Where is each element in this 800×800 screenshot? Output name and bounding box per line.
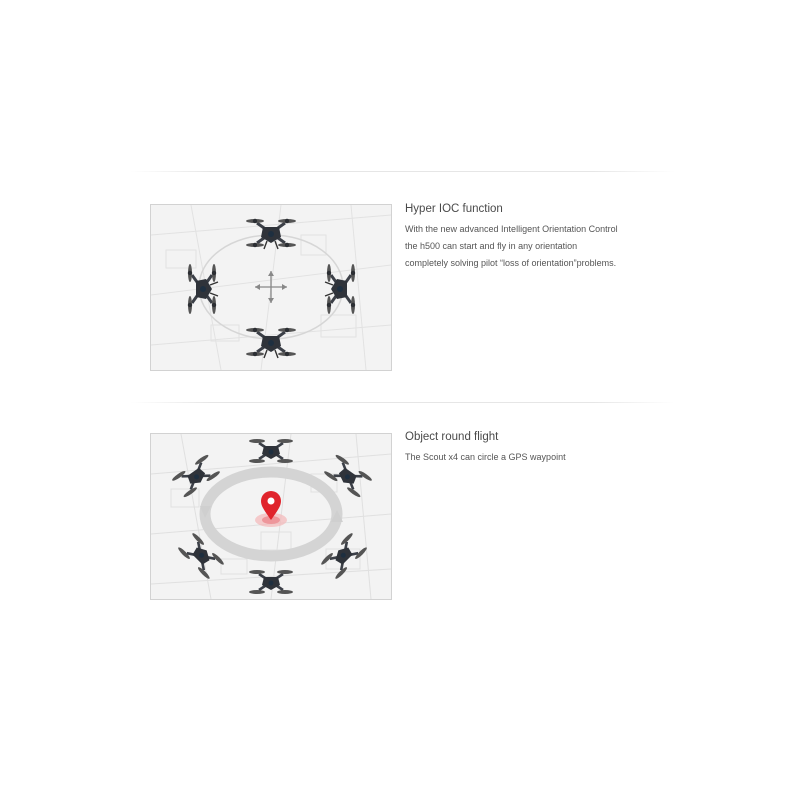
hyper-ioc-line-1: With the new advanced Intelligent Orientation Control [405,224,618,234]
object-round-line-1: The Scout x4 can circle a GPS waypoint [405,452,566,462]
object-round-text [405,431,566,466]
hyper-ioc-line-2: the h500 can start and fly in any orientation [405,241,578,251]
object-round-illustration [151,434,391,599]
hyper-ioc-heading: Hyper IOC function [405,203,503,215]
object-round-heading: Object round flight [405,431,499,443]
hyper-ioc-line-3: completely solving pilot “loss of orientation”problems. [405,258,617,268]
move-arrows-icon [255,271,287,303]
object-round-image [150,433,392,600]
top-divider [130,171,675,172]
middle-divider [130,402,675,403]
hyper-ioc-image [150,204,392,371]
hyper-ioc-illustration [151,205,391,370]
hyper-ioc-text [405,203,618,272]
